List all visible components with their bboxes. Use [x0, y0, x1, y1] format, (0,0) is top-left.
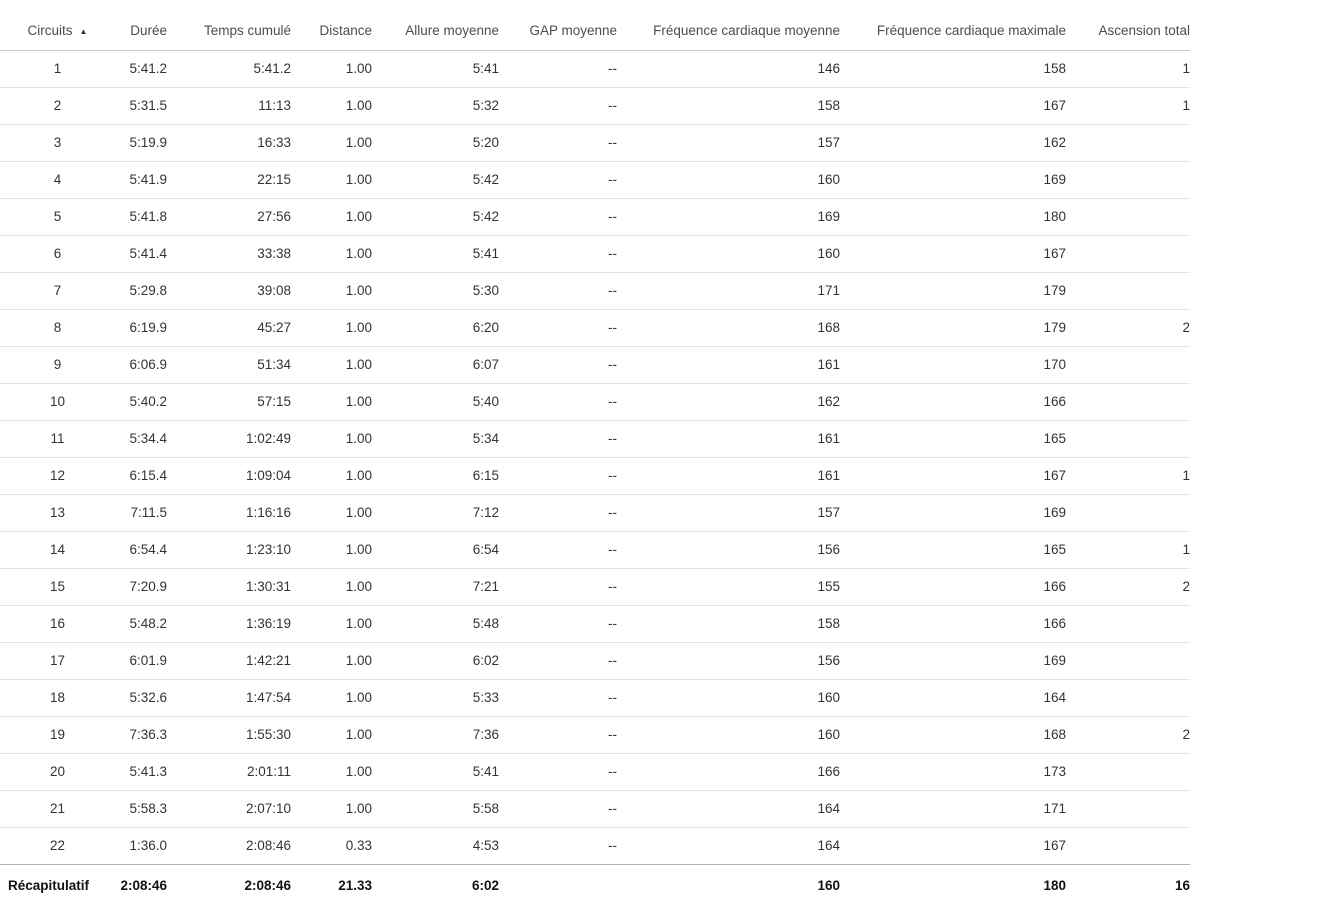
cell-circuits: 13	[0, 494, 115, 531]
cell-gap_moyenne: --	[499, 642, 617, 679]
cell-gap_moyenne: --	[499, 50, 617, 87]
cell-fc_moyenne: 160	[617, 679, 840, 716]
cell-allure_moyenne: 5:48	[372, 605, 499, 642]
cell-temps_cumule: 1:16:16	[167, 494, 291, 531]
cell-temps_cumule: 1:36:19	[167, 605, 291, 642]
cell-allure_moyenne: 7:36	[372, 716, 499, 753]
cell-distance: 1.00	[291, 420, 372, 457]
table-row	[0, 605, 1190, 642]
cell-temps_cumule: 16:33	[167, 124, 291, 161]
cell-allure_moyenne: 5:41	[372, 235, 499, 272]
table-row	[0, 494, 1190, 531]
summary-row	[0, 864, 1190, 906]
table-row	[0, 309, 1190, 346]
cell-fc_maximale: 158	[840, 50, 1066, 87]
cell-fc_maximale: 165	[840, 420, 1066, 457]
cell-fc_maximale: 173	[840, 753, 1066, 790]
cell-distance: 1.00	[291, 531, 372, 568]
cell-fc_maximale: 179	[840, 272, 1066, 309]
column-header-distance[interactable]	[291, 0, 372, 50]
cell-gap_moyenne: --	[499, 161, 617, 198]
cell-allure_moyenne: 5:42	[372, 198, 499, 235]
cell-temps_cumule: 1:02:49	[167, 420, 291, 457]
table-row	[0, 383, 1190, 420]
column-header-temps_cumule[interactable]	[167, 0, 291, 50]
cell-allure_moyenne: 7:12	[372, 494, 499, 531]
cell-duree: 5:19.9	[115, 124, 167, 161]
cell-ascension	[1066, 790, 1190, 827]
cell-allure_moyenne: 5:41	[372, 753, 499, 790]
column-header-circuits[interactable]	[0, 0, 115, 50]
cell-gap_moyenne: --	[499, 87, 617, 124]
cell-ascension	[1066, 124, 1190, 161]
cell-circuits: 12	[0, 457, 115, 494]
cell-fc_moyenne: 160	[617, 161, 840, 198]
cell-temps_cumule: 39:08	[167, 272, 291, 309]
table-row	[0, 124, 1190, 161]
cell-fc_maximale: 169	[840, 642, 1066, 679]
column-header-fc_moyenne[interactable]	[617, 0, 840, 50]
cell-ascension: 2	[1066, 309, 1190, 346]
table-row	[0, 50, 1190, 87]
cell-allure_moyenne: 6:20	[372, 309, 499, 346]
cell-fc_moyenne: 169	[617, 198, 840, 235]
cell-fc_moyenne: 156	[617, 531, 840, 568]
table-row	[0, 346, 1190, 383]
cell-distance: 1.00	[291, 87, 372, 124]
cell-distance: 1.00	[291, 383, 372, 420]
cell-circuits: 17	[0, 642, 115, 679]
cell-fc_maximale: 166	[840, 383, 1066, 420]
cell-allure_moyenne: 5:58	[372, 790, 499, 827]
summary-cell-duree: 2:08:46	[120, 877, 167, 893]
cell-allure_moyenne: 5:20	[372, 124, 499, 161]
table-row	[0, 716, 1190, 753]
cell-fc_moyenne: 160	[617, 235, 840, 272]
table-row	[0, 272, 1190, 309]
cell-ascension	[1066, 383, 1190, 420]
cell-gap_moyenne: --	[499, 790, 617, 827]
cell-distance: 0.33	[291, 827, 372, 864]
cell-duree: 5:48.2	[115, 605, 167, 642]
cell-duree: 6:15.4	[115, 457, 167, 494]
header-row	[0, 0, 1190, 50]
cell-gap_moyenne: --	[499, 494, 617, 531]
cell-duree: 5:41.2	[115, 50, 167, 87]
cell-ascension	[1066, 827, 1190, 864]
cell-distance: 1.00	[291, 50, 372, 87]
cell-duree: 5:41.3	[115, 753, 167, 790]
cell-duree: 6:54.4	[115, 531, 167, 568]
table-row	[0, 790, 1190, 827]
table-row	[0, 568, 1190, 605]
column-header-gap_moyenne[interactable]	[499, 0, 617, 50]
column-header-duree[interactable]	[115, 0, 167, 50]
cell-duree: 5:41.9	[115, 161, 167, 198]
cell-temps_cumule: 27:56	[167, 198, 291, 235]
column-label: Distance	[319, 23, 372, 39]
cell-fc_maximale: 167	[840, 87, 1066, 124]
cell-distance: 1.00	[291, 679, 372, 716]
cell-fc_maximale: 168	[840, 716, 1066, 753]
cell-fc_maximale: 179	[840, 309, 1066, 346]
cell-fc_moyenne: 161	[617, 346, 840, 383]
table-row	[0, 753, 1190, 790]
cell-temps_cumule: 11:13	[167, 87, 291, 124]
cell-circuits: 6	[0, 235, 115, 272]
cell-fc_moyenne: 164	[617, 790, 840, 827]
cell-duree: 6:06.9	[115, 346, 167, 383]
table-body	[0, 50, 1190, 864]
cell-circuits: 3	[0, 124, 115, 161]
cell-duree: 7:20.9	[115, 568, 167, 605]
cell-distance: 1.00	[291, 457, 372, 494]
table-row	[0, 87, 1190, 124]
cell-allure_moyenne: 6:02	[372, 642, 499, 679]
cell-temps_cumule: 51:34	[167, 346, 291, 383]
cell-circuits: 11	[0, 420, 115, 457]
cell-gap_moyenne: --	[499, 420, 617, 457]
cell-fc_moyenne: 156	[617, 642, 840, 679]
cell-gap_moyenne: --	[499, 531, 617, 568]
cell-ascension: 2	[1066, 716, 1190, 753]
cell-distance: 1.00	[291, 605, 372, 642]
cell-circuits: 18	[0, 679, 115, 716]
cell-duree: 5:41.4	[115, 235, 167, 272]
cell-duree: 5:41.8	[115, 198, 167, 235]
cell-temps_cumule: 22:15	[167, 161, 291, 198]
cell-allure_moyenne: 7:21	[372, 568, 499, 605]
cell-fc_moyenne: 161	[617, 457, 840, 494]
cell-circuits: 19	[0, 716, 115, 753]
cell-temps_cumule: 57:15	[167, 383, 291, 420]
cell-fc_maximale: 162	[840, 124, 1066, 161]
cell-fc_maximale: 166	[840, 568, 1066, 605]
table-row	[0, 642, 1190, 679]
table-row	[0, 235, 1190, 272]
cell-fc_maximale: 180	[840, 198, 1066, 235]
cell-allure_moyenne: 5:30	[372, 272, 499, 309]
cell-gap_moyenne: --	[499, 235, 617, 272]
table-row	[0, 198, 1190, 235]
cell-distance: 1.00	[291, 235, 372, 272]
cell-allure_moyenne: 4:53	[372, 827, 499, 864]
cell-fc_moyenne: 168	[617, 309, 840, 346]
column-label: Fréquence cardiaque moyenne	[653, 23, 840, 39]
cell-circuits: 14	[0, 531, 115, 568]
cell-gap_moyenne: --	[499, 716, 617, 753]
cell-circuits: 8	[0, 309, 115, 346]
summary-cell-ascension: 16	[1174, 877, 1190, 893]
cell-distance: 1.00	[291, 568, 372, 605]
cell-fc_moyenne: 146	[617, 50, 840, 87]
cell-allure_moyenne: 5:42	[372, 161, 499, 198]
table-header	[0, 0, 1190, 50]
cell-ascension	[1066, 272, 1190, 309]
cell-temps_cumule: 1:55:30	[167, 716, 291, 753]
cell-ascension	[1066, 753, 1190, 790]
cell-fc_moyenne: 160	[617, 716, 840, 753]
cell-fc_moyenne: 161	[617, 420, 840, 457]
cell-allure_moyenne: 6:07	[372, 346, 499, 383]
cell-fc_maximale: 167	[840, 235, 1066, 272]
cell-ascension: 1	[1066, 87, 1190, 124]
cell-fc_moyenne: 162	[617, 383, 840, 420]
cell-temps_cumule: 1:23:10	[167, 531, 291, 568]
cell-fc_maximale: 169	[840, 161, 1066, 198]
cell-temps_cumule: 1:47:54	[167, 679, 291, 716]
cell-distance: 1.00	[291, 161, 372, 198]
cell-distance: 1.00	[291, 346, 372, 383]
cell-ascension: 2	[1066, 568, 1190, 605]
summary-cell-fc_moyenne: 160	[817, 877, 840, 893]
cell-distance: 1.00	[291, 272, 372, 309]
summary-cell-distance: 21.33	[338, 877, 372, 893]
cell-temps_cumule: 2:07:10	[167, 790, 291, 827]
cell-fc_maximale: 167	[840, 457, 1066, 494]
cell-fc_moyenne: 164	[617, 827, 840, 864]
cell-distance: 1.00	[291, 716, 372, 753]
column-label: Circuits	[27, 23, 73, 39]
cell-fc_maximale: 171	[840, 790, 1066, 827]
cell-gap_moyenne: --	[499, 124, 617, 161]
cell-gap_moyenne: --	[499, 309, 617, 346]
cell-fc_moyenne: 157	[617, 494, 840, 531]
cell-gap_moyenne: --	[499, 198, 617, 235]
table-row	[0, 161, 1190, 198]
cell-ascension	[1066, 420, 1190, 457]
cell-fc_moyenne: 166	[617, 753, 840, 790]
cell-duree: 7:11.5	[115, 494, 167, 531]
column-label: Fréquence cardiaque maximale	[876, 23, 1066, 39]
cell-fc_moyenne: 158	[617, 87, 840, 124]
cell-duree: 6:19.9	[115, 309, 167, 346]
column-header-fc_maximale[interactable]	[840, 0, 1066, 50]
cell-ascension: 1	[1066, 50, 1190, 87]
cell-temps_cumule: 2:08:46	[167, 827, 291, 864]
sort-asc-icon: ▲	[79, 27, 88, 37]
cell-gap_moyenne: --	[499, 568, 617, 605]
cell-gap_moyenne: --	[499, 679, 617, 716]
cell-gap_moyenne: --	[499, 346, 617, 383]
cell-ascension	[1066, 679, 1190, 716]
column-header-allure_moyenne[interactable]	[372, 0, 499, 50]
cell-distance: 1.00	[291, 124, 372, 161]
cell-gap_moyenne: --	[499, 383, 617, 420]
table-row	[0, 679, 1190, 716]
cell-fc_moyenne: 158	[617, 605, 840, 642]
cell-fc_maximale: 165	[840, 531, 1066, 568]
table-row	[0, 827, 1190, 864]
cell-circuits: 10	[0, 383, 115, 420]
cell-circuits: 5	[0, 198, 115, 235]
cell-ascension	[1066, 494, 1190, 531]
cell-fc_moyenne: 171	[617, 272, 840, 309]
table-row	[0, 457, 1190, 494]
cell-ascension	[1066, 198, 1190, 235]
cell-distance: 1.00	[291, 753, 372, 790]
column-label: Ascension total	[1098, 23, 1190, 39]
cell-ascension: 1	[1066, 457, 1190, 494]
cell-duree: 7:36.3	[115, 716, 167, 753]
cell-duree: 5:34.4	[115, 420, 167, 457]
cell-temps_cumule: 2:01:11	[167, 753, 291, 790]
cell-ascension	[1066, 235, 1190, 272]
cell-ascension	[1066, 161, 1190, 198]
summary-cell-allure_moyenne: 6:02	[471, 877, 499, 893]
cell-distance: 1.00	[291, 309, 372, 346]
cell-fc_moyenne: 157	[617, 124, 840, 161]
cell-distance: 1.00	[291, 642, 372, 679]
cell-ascension: 1	[1066, 531, 1190, 568]
cell-allure_moyenne: 5:34	[372, 420, 499, 457]
cell-allure_moyenne: 6:15	[372, 457, 499, 494]
table-row	[0, 420, 1190, 457]
column-label: Temps cumulé	[203, 23, 291, 39]
summary-label: Récapitulatif	[8, 877, 90, 893]
cell-fc_maximale: 166	[840, 605, 1066, 642]
cell-gap_moyenne: --	[499, 753, 617, 790]
cell-temps_cumule: 33:38	[167, 235, 291, 272]
cell-fc_moyenne: 155	[617, 568, 840, 605]
cell-gap_moyenne: --	[499, 457, 617, 494]
cell-ascension	[1066, 605, 1190, 642]
cell-distance: 1.00	[291, 198, 372, 235]
cell-allure_moyenne: 5:40	[372, 383, 499, 420]
column-header-ascension[interactable]	[1066, 0, 1190, 50]
cell-temps_cumule: 1:30:31	[167, 568, 291, 605]
cell-circuits: 20	[0, 753, 115, 790]
cell-circuits: 2	[0, 87, 115, 124]
cell-temps_cumule: 1:42:21	[167, 642, 291, 679]
cell-distance: 1.00	[291, 790, 372, 827]
cell-fc_maximale: 164	[840, 679, 1066, 716]
cell-circuits: 4	[0, 161, 115, 198]
cell-circuits: 7	[0, 272, 115, 309]
cell-ascension	[1066, 642, 1190, 679]
cell-duree: 5:58.3	[115, 790, 167, 827]
cell-circuits: 1	[0, 50, 115, 87]
cell-circuits: 9	[0, 346, 115, 383]
cell-temps_cumule: 5:41.2	[167, 50, 291, 87]
column-label: Allure moyenne	[405, 23, 499, 39]
cell-allure_moyenne: 5:41	[372, 50, 499, 87]
cell-ascension	[1066, 346, 1190, 383]
summary-cell-fc_maximale: 180	[1043, 877, 1066, 893]
cell-gap_moyenne: --	[499, 827, 617, 864]
cell-duree: 5:40.2	[115, 383, 167, 420]
cell-temps_cumule: 1:09:04	[167, 457, 291, 494]
cell-circuits: 16	[0, 605, 115, 642]
cell-allure_moyenne: 5:33	[372, 679, 499, 716]
column-label: GAP moyenne	[529, 23, 617, 39]
cell-temps_cumule: 45:27	[167, 309, 291, 346]
cell-fc_maximale: 167	[840, 827, 1066, 864]
cell-circuits: 21	[0, 790, 115, 827]
cell-duree: 1:36.0	[115, 827, 167, 864]
cell-duree: 5:29.8	[115, 272, 167, 309]
cell-circuits: 22	[0, 827, 115, 864]
cell-duree: 6:01.9	[115, 642, 167, 679]
cell-fc_maximale: 170	[840, 346, 1066, 383]
summary-cell-gap_moyenne	[499, 864, 617, 906]
cell-allure_moyenne: 5:32	[372, 87, 499, 124]
cell-duree: 5:32.6	[115, 679, 167, 716]
cell-allure_moyenne: 6:54	[372, 531, 499, 568]
cell-duree: 5:31.5	[115, 87, 167, 124]
column-label: Durée	[130, 23, 167, 39]
cell-gap_moyenne: --	[499, 605, 617, 642]
table-row	[0, 531, 1190, 568]
cell-distance: 1.00	[291, 494, 372, 531]
table-summary	[0, 864, 1190, 906]
cell-fc_maximale: 169	[840, 494, 1066, 531]
summary-cell-temps_cumule: 2:08:46	[244, 877, 291, 893]
cell-circuits: 15	[0, 568, 115, 605]
cell-gap_moyenne: --	[499, 272, 617, 309]
